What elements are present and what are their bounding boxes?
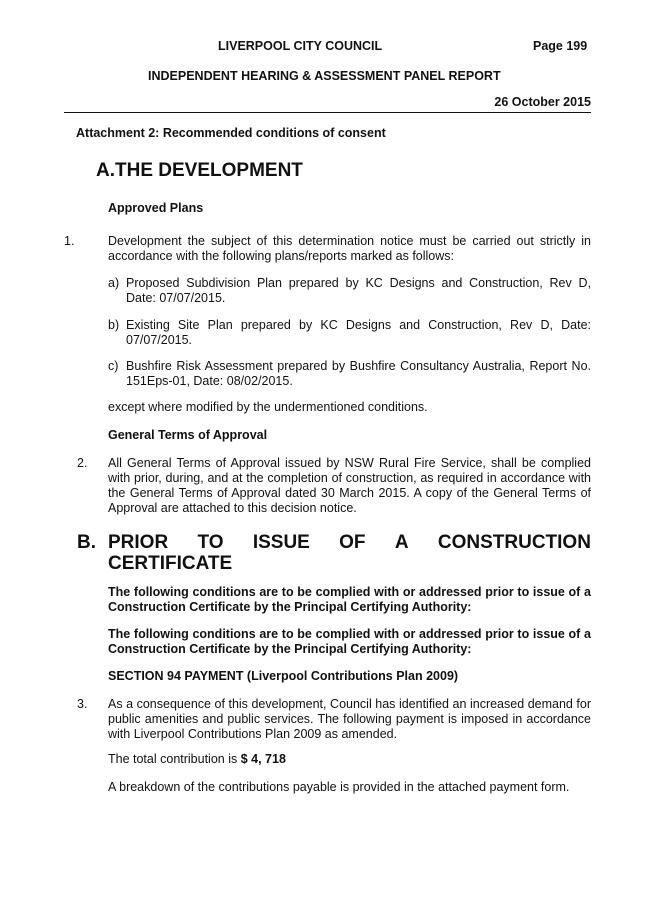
section-b-word: CONSTRUCTION — [437, 532, 591, 553]
total-amount: $ 4, 718 — [240, 752, 286, 766]
condition-2-text: All General Terms of Approval issued by NSW Rural Fire Service, shall be complied with prior, during, and at the completion of construction, as required in accordance with the General Terms of Approval dated 30 March 2015. A copy of the General Terms of Approval are attached to this decision notice. — [108, 456, 591, 515]
gta-heading: General Terms of Approval — [108, 428, 268, 442]
section-b-intro-2: The following conditions are to be complied with or addressed prior to issue of a Construction Certificate by the Principal Certifying Authority: — [108, 627, 591, 656]
condition-3-number: 3. — [77, 697, 88, 711]
condition-3-text: As a consequence of this development, Council has identified an increased demand for public amenities and public services. The following payment is imposed in accordance with Liverpool Contributions Plan 2009 as amended. — [108, 697, 591, 741]
s94-heading: SECTION 94 PAYMENT (Liverpool Contributions Plan 2009) — [108, 669, 459, 683]
breakdown-text: A breakdown of the contributions payable is provided in the attached payment form. — [108, 780, 570, 794]
section-b-word: ISSUE — [252, 532, 310, 553]
section-b-intro-1: The following conditions are to be complied with or addressed prior to issue of a Construction Certificate by the Principal Certifying Authority: — [108, 585, 591, 614]
report-date: 26 October 2015 — [494, 95, 591, 109]
report-title: INDEPENDENT HEARING & ASSESSMENT PANEL REPORT — [148, 69, 501, 83]
item-a-text: Proposed Subdivision Plan prepared by KC Designs and Construction, Rev D, Date: 07/07/2015. — [126, 276, 591, 305]
header-rule — [64, 112, 591, 113]
condition-1-number: 1. — [64, 234, 75, 248]
item-b-label: b) — [108, 318, 120, 332]
attachment-title: Attachment 2: Recommended conditions of consent — [76, 126, 386, 140]
item-a-label: a) — [108, 276, 120, 290]
item-c-text: Bushfire Risk Assessment prepared by Bushfire Consultancy Australia, Report No. 151Eps-01, Date: 08/02/2015. — [126, 359, 591, 388]
section-a-title: THE DEVELOPMENT — [115, 160, 303, 181]
section-a-letter: A. — [96, 160, 115, 181]
except-text: except where modified by the undermentioned conditions. — [108, 400, 428, 414]
council-name: LIVERPOOL CITY COUNCIL — [218, 39, 383, 53]
section-b-title-line2: CERTIFICATE — [108, 553, 233, 574]
condition-2-number: 2. — [77, 456, 88, 470]
total-prefix: The total contribution is — [108, 752, 241, 766]
section-b-word: TO — [197, 532, 224, 553]
section-b-word: PRIOR — [108, 532, 169, 553]
condition-1-text: Development the subject of this determination notice must be carried out strictly in accordance with the following plans/reports marked as follows: — [108, 234, 591, 263]
section-b-word: OF — [339, 532, 366, 553]
approved-plans-heading: Approved Plans — [108, 201, 204, 215]
total-contribution — [108, 752, 286, 767]
section-a-heading — [96, 160, 303, 182]
section-b-letter: B. — [77, 532, 96, 553]
item-b-text: Existing Site Plan prepared by KC Designs and Construction, Rev D, Date: 07/07/2015. — [126, 318, 591, 347]
page-number: Page 199 — [533, 39, 588, 53]
item-c-label: c) — [108, 359, 119, 373]
section-b-title-line1 — [108, 532, 591, 554]
section-b-word: A — [394, 532, 409, 553]
